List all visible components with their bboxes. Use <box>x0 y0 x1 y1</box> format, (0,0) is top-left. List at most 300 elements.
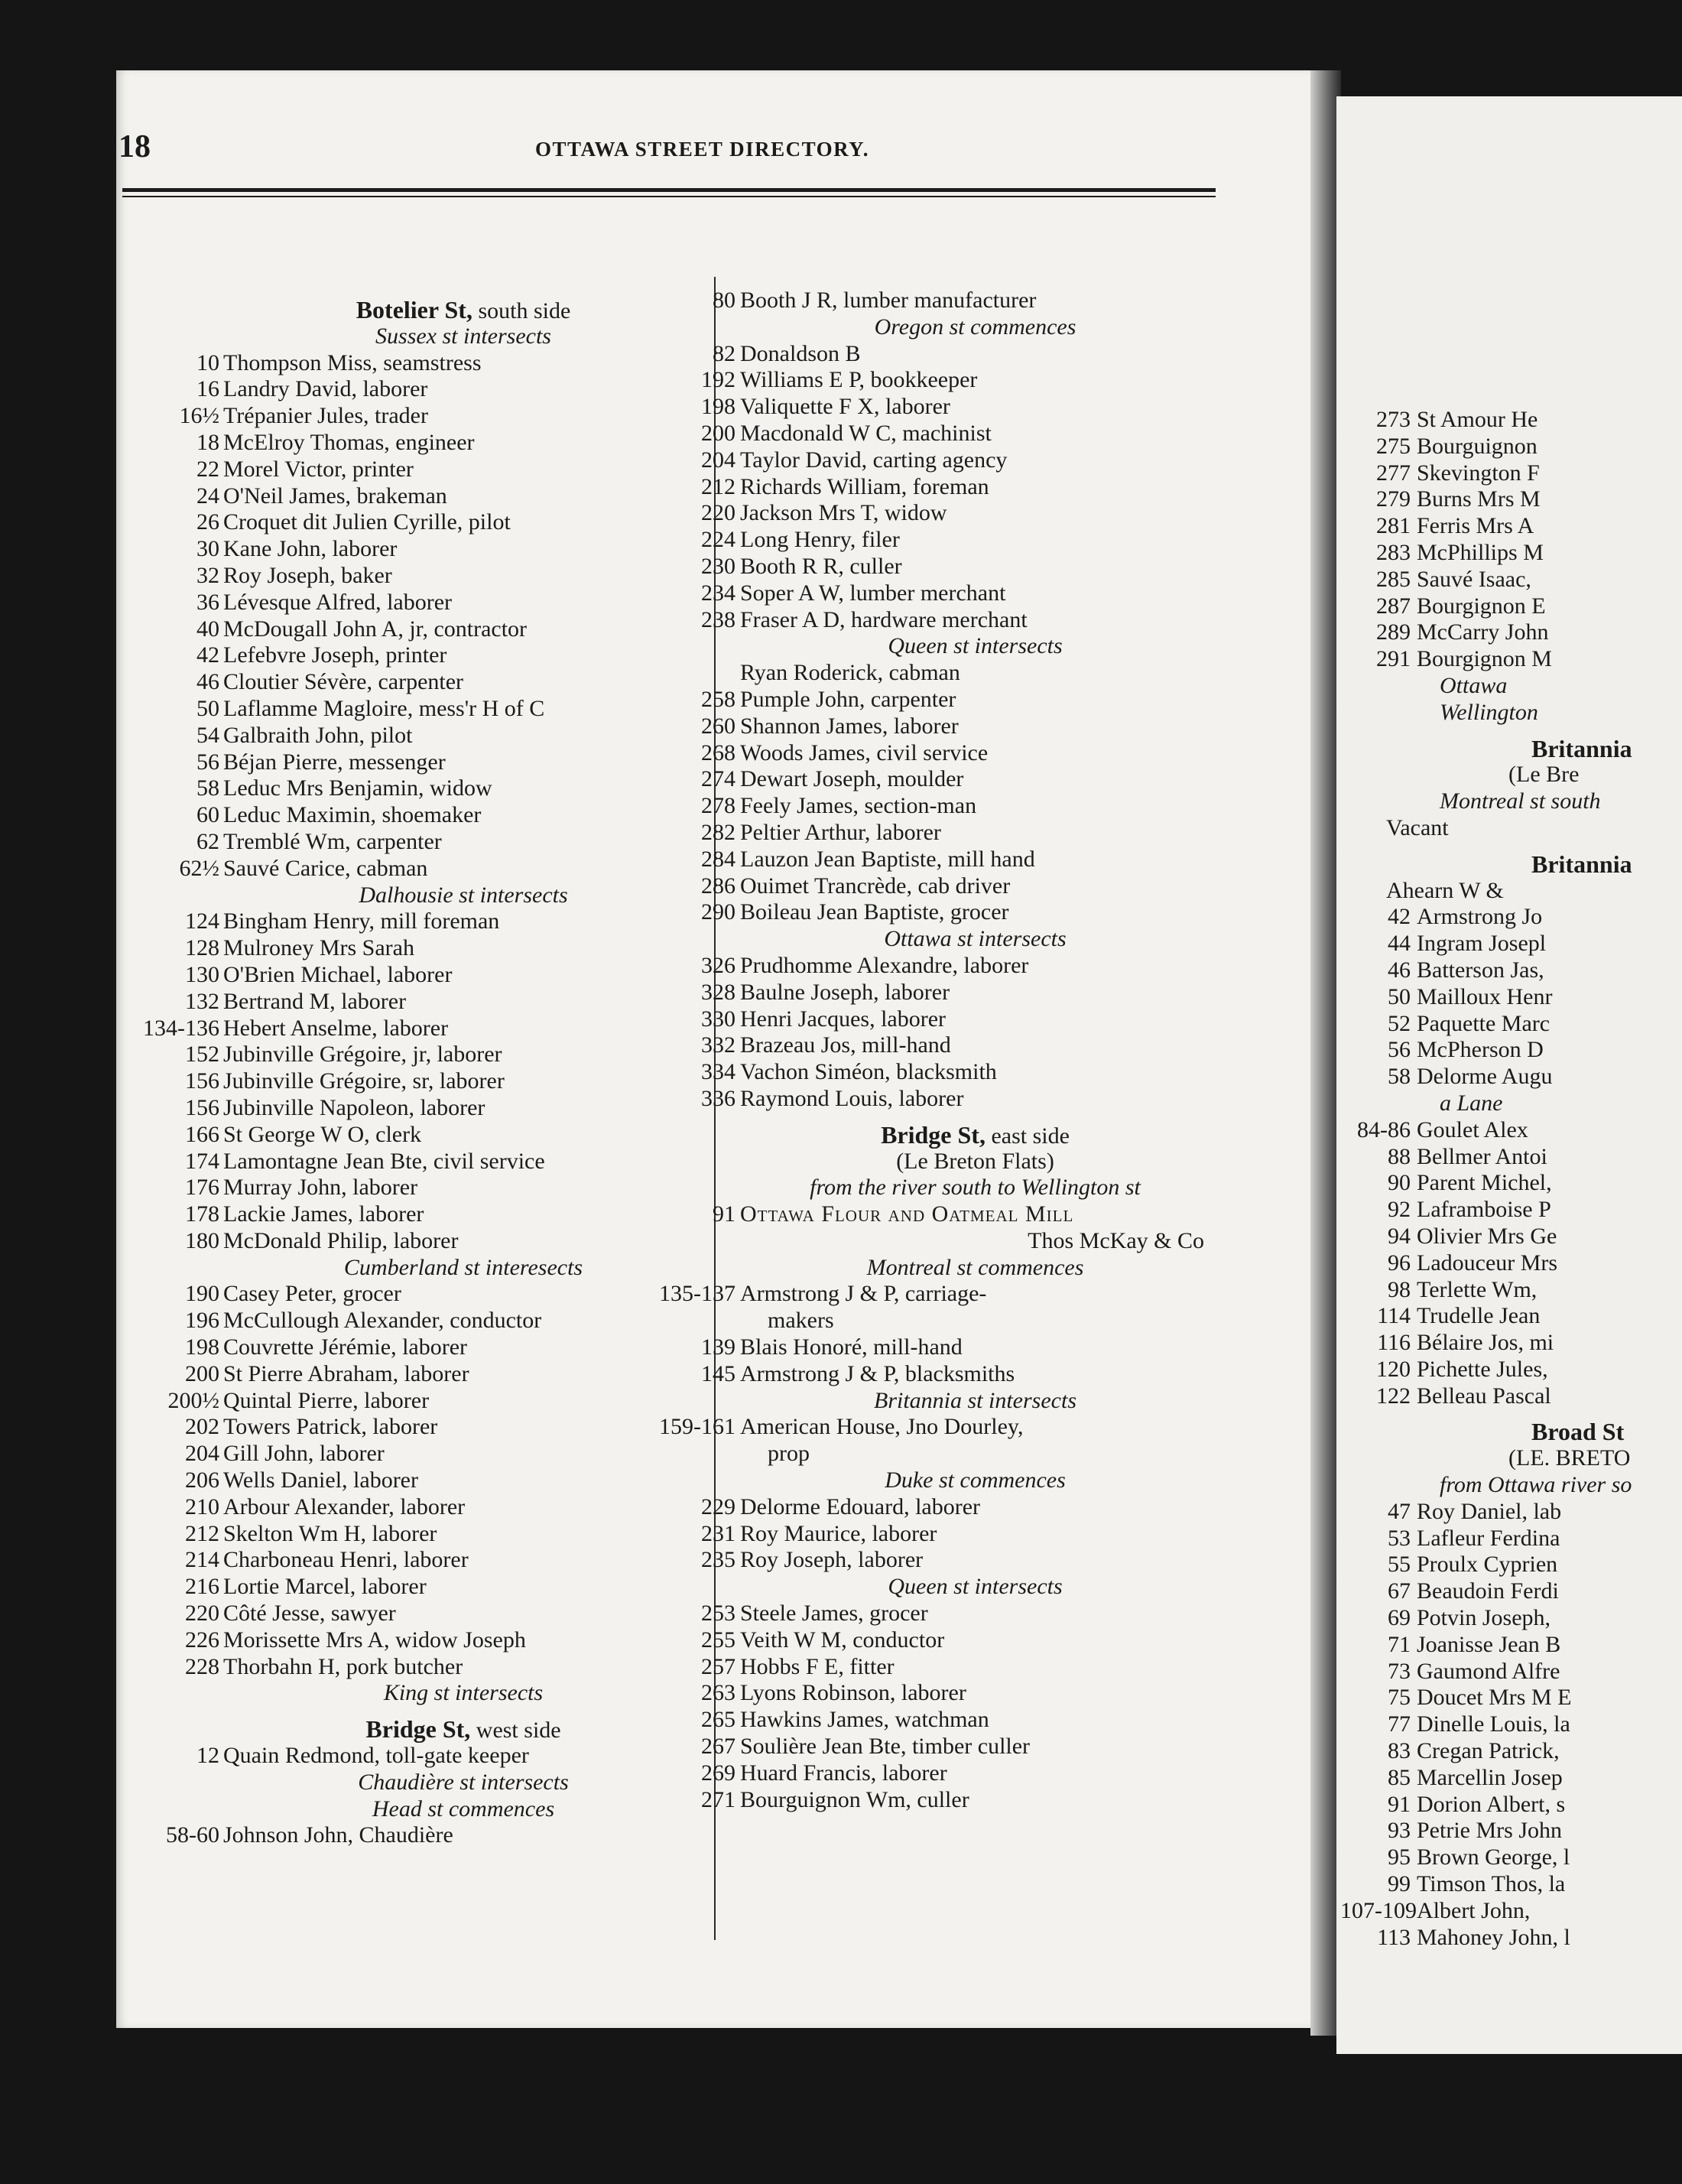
house-number: 132 <box>185 988 219 1014</box>
directory-entry <box>1340 619 1682 646</box>
district-note: (Le Breton Flats) <box>896 1148 1054 1174</box>
directory-entry <box>1340 1277 1682 1304</box>
house-number: 75 <box>1388 1685 1411 1711</box>
house-number: 271 <box>701 1786 735 1812</box>
house-number: 289 <box>1376 619 1411 645</box>
intersection-note: Britannia st intersects <box>874 1387 1076 1413</box>
directory-entry <box>1340 1383 1682 1410</box>
resident-name: Kane John, laborer <box>223 536 398 562</box>
house-number: 220 <box>185 1601 219 1627</box>
directory-entry <box>701 394 1210 421</box>
house-number: 277 <box>1376 460 1411 486</box>
right-page-column <box>1340 407 1682 1951</box>
resident-name: Lyons Robinson, laborer <box>740 1680 966 1706</box>
house-number: 80 <box>713 288 735 313</box>
directory-entry <box>1340 1224 1682 1250</box>
resident-name: Hawkins James, watchman <box>740 1707 989 1733</box>
directory-entry <box>1340 815 1682 842</box>
directory-entry <box>1340 1685 1682 1711</box>
resident-name: Morissette Mrs A, widow Joseph <box>223 1627 526 1653</box>
resident-name: St George W O, clerk <box>223 1121 422 1147</box>
house-number: 263 <box>701 1680 735 1706</box>
resident-name: Goulet Alex <box>1417 1116 1528 1142</box>
directory-entry <box>1340 1197 1682 1224</box>
street-side: south side <box>472 298 571 323</box>
resident-name: Skelton Wm H, laborer <box>223 1520 437 1546</box>
resident-name: Delorme Edouard, laborer <box>740 1493 981 1519</box>
directory-entry <box>1340 1738 1682 1765</box>
resident-name: Mailloux Henr <box>1417 983 1553 1009</box>
resident-name: McPherson D <box>1417 1037 1544 1063</box>
house-number: 32 <box>196 562 219 588</box>
directory-entry <box>1340 1064 1682 1090</box>
house-number: 99 <box>1388 1871 1411 1897</box>
house-number: 134-136 <box>143 1015 219 1041</box>
resident-name: Côté Jesse, sawyer <box>223 1601 396 1627</box>
house-number: 90 <box>1388 1170 1411 1196</box>
resident-name: Brazeau Jos, mill-hand <box>740 1032 951 1058</box>
resident-name: Richards William, foreman <box>740 473 989 499</box>
directory-entry <box>701 1032 1210 1059</box>
resident-name: Lamontagne Jean Bte, civil service <box>223 1148 545 1174</box>
house-number: 326 <box>701 952 735 978</box>
house-number: 178 <box>185 1201 219 1227</box>
resident-name: Tremblé Wm, carpenter <box>223 828 442 854</box>
resident-name: Armstrong J & P, carriage- <box>740 1281 987 1307</box>
directory-entry <box>1340 1605 1682 1632</box>
directory-entry <box>701 1601 1210 1627</box>
resident-name: Galbraith John, pilot <box>223 722 413 748</box>
house-number: 107-109 <box>1340 1897 1417 1923</box>
directory-entry <box>1340 1632 1682 1659</box>
resident-name: Veith W M, conductor <box>740 1627 945 1653</box>
house-number: 73 <box>1388 1658 1411 1684</box>
directory-entry <box>659 1281 1210 1308</box>
house-number: 234 <box>701 580 735 606</box>
house-number: 156 <box>185 1068 219 1094</box>
house-number: 257 <box>701 1653 735 1679</box>
entry-continuation: prop <box>768 1441 810 1467</box>
resident-name: Bélaire Jos, mi <box>1417 1330 1554 1356</box>
house-number: 269 <box>701 1760 735 1786</box>
resident-name: Steele James, grocer <box>740 1601 928 1627</box>
street-name: Botelier St, <box>356 296 472 323</box>
house-number: 224 <box>701 527 735 553</box>
resident-name: McPhillips M <box>1417 539 1544 565</box>
house-number: 69 <box>1388 1605 1411 1631</box>
house-number: 91 <box>713 1201 735 1227</box>
resident-name: McElroy Thomas, engineer <box>223 429 475 455</box>
resident-name: Vachon Siméon, blacksmith <box>740 1059 997 1085</box>
house-number: 42 <box>196 642 219 668</box>
house-number: 84-86 <box>1357 1116 1411 1142</box>
resident-name: Doucet Mrs M E <box>1417 1685 1572 1711</box>
street-side: west side <box>470 1718 561 1744</box>
resident-name: Jubinville Grégoire, jr, laborer <box>223 1042 502 1068</box>
house-number: 53 <box>1388 1525 1411 1551</box>
house-number: 94 <box>1388 1223 1411 1249</box>
resident-name: Ottawa Flour and Oatmeal Mill <box>740 1201 1074 1227</box>
directory-entry <box>185 1227 703 1255</box>
house-number: 204 <box>701 447 735 473</box>
directory-entry <box>1340 407 1682 434</box>
resident-name: Bellmer Antoi <box>1417 1143 1547 1169</box>
house-number: 287 <box>1376 593 1411 619</box>
house-number: 334 <box>701 1059 735 1085</box>
resident-name: Terlette Wm, <box>1417 1276 1538 1302</box>
house-number: 120 <box>1376 1356 1411 1382</box>
directory-entry <box>167 1387 703 1415</box>
directory-entry <box>701 1786 1210 1814</box>
resident-name: Murray John, laborer <box>223 1175 418 1201</box>
directory-entry <box>1340 1925 1682 1952</box>
house-number: 92 <box>1388 1197 1411 1223</box>
directory-entry <box>1340 646 1682 673</box>
house-number: 258 <box>701 686 735 712</box>
resident-name: Timson Thos, la <box>1417 1871 1566 1897</box>
intersection-note: King st intersects <box>383 1680 544 1706</box>
resident-name: Albert John, <box>1417 1897 1531 1923</box>
directory-entry <box>1340 984 1682 1011</box>
directory-entry <box>701 1059 1210 1086</box>
house-number: 273 <box>1376 407 1411 432</box>
house-number: 135-137 <box>659 1281 735 1307</box>
intersection-note: a Lane <box>1440 1090 1503 1116</box>
resident-name: Quintal Pierre, laborer <box>223 1387 430 1413</box>
resident-name: Casey Peter, grocer <box>223 1281 401 1307</box>
resident-name: Dewart Joseph, moulder <box>740 766 964 792</box>
resident-name: Lafleur Ferdina <box>1417 1525 1560 1551</box>
house-number: 212 <box>701 473 735 499</box>
resident-name: Mulroney Mrs Sarah <box>223 935 414 961</box>
resident-name: Hobbs F E, fitter <box>740 1653 895 1679</box>
resident-name: Henri Jacques, laborer <box>740 1006 947 1032</box>
directory-entry <box>1340 957 1682 984</box>
right-page <box>1336 96 1682 2054</box>
house-number: 95 <box>1388 1844 1411 1870</box>
resident-name: Quain Redmond, toll-gate keeper <box>223 1743 529 1769</box>
house-number: 260 <box>701 713 735 739</box>
directory-entry <box>1340 1711 1682 1738</box>
resident-name: Long Henry, filer <box>740 527 900 553</box>
house-number: 268 <box>701 739 735 765</box>
resident-name: Olivier Mrs Ge <box>1417 1223 1557 1249</box>
intersection-note: Dalhousie st intersects <box>359 882 568 908</box>
directory-entry <box>701 1680 1210 1707</box>
resident-name: Soulière Jean Bte, timber culler <box>740 1734 1031 1760</box>
house-number: 128 <box>185 935 219 961</box>
directory-entry <box>1340 878 1682 905</box>
resident-name: Ouimet Trancrède, cab driver <box>740 873 1011 899</box>
house-number: 231 <box>701 1520 735 1546</box>
directory-entry <box>701 846 1210 873</box>
house-number: 36 <box>196 589 219 615</box>
entry-continuation: makers <box>768 1308 834 1334</box>
directory-entry <box>740 660 1210 687</box>
resident-name: O'Neil James, brakeman <box>223 483 447 509</box>
resident-name: Johnson John, Chaudière <box>223 1822 453 1848</box>
house-number: 166 <box>185 1121 219 1147</box>
street-heading <box>740 1122 1210 1149</box>
house-number: 122 <box>1376 1383 1411 1409</box>
house-number: 96 <box>1388 1250 1411 1276</box>
entry-continuation: Thos McKay & Co <box>1028 1227 1204 1253</box>
house-number: 50 <box>196 695 219 721</box>
house-number: 220 <box>701 500 735 526</box>
house-number: 56 <box>1388 1037 1411 1063</box>
resident-name: Dorion Albert, s <box>1417 1791 1566 1817</box>
resident-name: Pichette Jules, <box>1417 1356 1548 1382</box>
house-number: 200½ <box>167 1387 219 1413</box>
house-number: 44 <box>1388 931 1411 957</box>
directory-entry <box>166 1822 703 1849</box>
directory-entry <box>701 1520 1210 1548</box>
resident-name: Lackie James, laborer <box>223 1201 424 1227</box>
running-title: OTTAWA STREET DIRECTORY. <box>535 138 869 161</box>
house-number: 190 <box>185 1281 219 1307</box>
street-name: Britannia <box>1531 734 1632 762</box>
house-number: 279 <box>1376 486 1411 512</box>
resident-name: Charboneau Henri, laborer <box>223 1547 469 1573</box>
resident-name: Vacant <box>1386 814 1449 840</box>
directory-entry <box>185 1308 703 1334</box>
house-number: 22 <box>196 456 219 482</box>
directory-entry <box>701 1627 1210 1654</box>
directory-entry <box>185 1574 703 1601</box>
resident-name: Bourgignon M <box>1417 646 1552 672</box>
header-rule <box>122 188 1216 192</box>
house-number: 124 <box>185 908 219 934</box>
resident-name: Landry David, laborer <box>223 376 428 402</box>
house-number: 282 <box>701 819 735 845</box>
house-number: 204 <box>185 1441 219 1467</box>
directory-entry <box>701 1547 1210 1574</box>
resident-name: Brown George, l <box>1417 1844 1570 1870</box>
directory-entry <box>701 1085 1210 1113</box>
directory-entry <box>1340 593 1682 620</box>
resident-name: Skevington F <box>1417 460 1540 486</box>
house-number: 83 <box>1388 1738 1411 1764</box>
resident-name: Jubinville Grégoire, sr, laborer <box>223 1068 505 1094</box>
house-number: 210 <box>185 1493 219 1519</box>
intersection-note: Chaudière st intersects <box>358 1769 569 1795</box>
resident-name: Laflamme Magloire, mess'r H of C <box>223 695 545 721</box>
directory-entry <box>185 1441 703 1467</box>
directory-entry <box>1340 931 1682 957</box>
house-number: 336 <box>701 1085 735 1111</box>
house-number: 278 <box>701 793 735 819</box>
district-note: (LE. BRETO <box>1508 1445 1631 1471</box>
directory-entry <box>1340 1844 1682 1871</box>
directory-entry <box>701 1360 1210 1388</box>
resident-name: Roy Maurice, laborer <box>740 1520 937 1546</box>
house-number: 159-161 <box>659 1414 735 1440</box>
resident-name: Fraser A D, hardware merchant <box>740 606 1028 632</box>
directory-entry <box>713 288 1210 314</box>
intersection-note: Ottawa st intersects <box>884 926 1067 952</box>
header-rule-thin <box>122 196 1216 197</box>
resident-name: Ladouceur Mrs <box>1417 1250 1558 1276</box>
resident-name: American House, Jno Dourley, <box>740 1414 1024 1440</box>
resident-name: Jubinville Napoleon, laborer <box>223 1094 485 1120</box>
resident-name: Thompson Miss, seamstress <box>223 349 482 375</box>
directory-entry <box>1340 1871 1682 1898</box>
resident-name: McCullough Alexander, conductor <box>223 1308 542 1334</box>
resident-name: Booth J R, lumber manufacturer <box>740 288 1037 313</box>
house-number: 275 <box>1376 433 1411 459</box>
directory-entry <box>1340 1037 1682 1064</box>
resident-name: Roy Joseph, baker <box>223 562 392 588</box>
resident-name: Towers Patrick, laborer <box>223 1414 438 1440</box>
intersection-note: from the river south to Wellington st <box>810 1175 1141 1201</box>
house-number: 291 <box>1376 646 1411 672</box>
directory-entry <box>701 1653 1210 1681</box>
house-number: 196 <box>185 1308 219 1334</box>
house-number: 235 <box>701 1547 735 1573</box>
resident-name: Lefebvre Joseph, printer <box>223 642 447 668</box>
house-number: 77 <box>1388 1711 1411 1737</box>
directory-entry <box>1340 1330 1682 1357</box>
directory-entry <box>701 713 1210 740</box>
house-number: 60 <box>196 802 219 828</box>
house-number: 152 <box>185 1042 219 1068</box>
resident-name: Gaumond Alfre <box>1417 1658 1560 1684</box>
house-number: 265 <box>701 1707 735 1733</box>
resident-name: Ryan Roderick, cabman <box>740 660 960 686</box>
resident-name: Bourgignon E <box>1417 593 1546 619</box>
resident-name: Cloutier Sévère, carpenter <box>223 669 464 695</box>
house-number: 10 <box>196 349 219 375</box>
resident-name: Valiquette F X, laborer <box>740 394 950 420</box>
intersection-note: Ottawa <box>1440 672 1508 698</box>
intersection-note: Queen st intersects <box>888 633 1063 659</box>
resident-name: Woods James, civil service <box>740 739 989 765</box>
directory-entry <box>1340 460 1682 487</box>
house-number: 216 <box>185 1574 219 1600</box>
intersection-note: from Ottawa river so <box>1440 1472 1632 1498</box>
directory-entry <box>185 1467 703 1494</box>
resident-name: Sauvé Isaac, <box>1417 566 1531 592</box>
directory-entry <box>713 340 1210 368</box>
house-number: 198 <box>701 394 735 420</box>
directory-entry <box>1340 513 1682 540</box>
resident-name: Proulx Cyprien <box>1417 1552 1558 1578</box>
directory-entry <box>1340 1526 1682 1552</box>
resident-name: Wells Daniel, laborer <box>223 1467 418 1493</box>
resident-name: Williams E P, bookkeeper <box>740 367 978 393</box>
house-number: 26 <box>196 509 219 535</box>
house-number: 42 <box>1388 904 1411 930</box>
house-number: 230 <box>701 553 735 579</box>
house-number: 285 <box>1376 566 1411 592</box>
resident-name: Batterson Jas, <box>1417 957 1544 983</box>
resident-name: Thorbahn H, pork butcher <box>223 1653 463 1679</box>
house-number: 180 <box>185 1227 219 1253</box>
house-number: 229 <box>701 1493 735 1519</box>
directory-entry <box>1340 1117 1682 1144</box>
intersection-note: Head st commences <box>372 1796 555 1822</box>
resident-name: Huard Francis, laborer <box>740 1760 947 1786</box>
house-number: 88 <box>1388 1143 1411 1169</box>
resident-name: Parent Michel, <box>1417 1170 1552 1196</box>
resident-name: Armstrong Jo <box>1417 904 1543 930</box>
intersection-note: Oregon st commences <box>874 314 1076 340</box>
resident-name: Blais Honoré, mill-hand <box>740 1334 963 1360</box>
directory-entry <box>701 473 1210 501</box>
resident-name: Trudelle Jean <box>1417 1303 1541 1329</box>
resident-name: Hebert Anselme, laborer <box>223 1015 449 1041</box>
resident-name: Bourguignon Wm, culler <box>740 1786 969 1812</box>
house-number: 58-60 <box>166 1822 219 1848</box>
house-number: 198 <box>185 1334 219 1360</box>
house-number: 46 <box>1388 957 1411 983</box>
directory-entry <box>1340 486 1682 513</box>
directory-entry <box>701 1707 1210 1734</box>
directory-entry <box>701 606 1210 634</box>
resident-name: O'Brien Michael, laborer <box>223 961 453 987</box>
street-name: Bridge St, <box>365 1715 471 1744</box>
resident-name: Delorme Augu <box>1417 1064 1553 1090</box>
directory-entry <box>1340 1499 1682 1526</box>
house-number: 54 <box>196 722 219 748</box>
resident-name: Booth R R, culler <box>740 553 902 579</box>
directory-entry <box>1340 1250 1682 1277</box>
intersection-note: Queen st intersects <box>888 1574 1063 1600</box>
resident-name: Petrie Mrs John <box>1417 1818 1562 1844</box>
directory-entry <box>1340 1898 1682 1925</box>
directory-entry <box>196 642 703 669</box>
house-number: 40 <box>196 616 219 642</box>
directory-entry <box>185 1175 703 1201</box>
page-number: 18 <box>119 129 151 164</box>
resident-name: Ingram Josepl <box>1417 931 1547 957</box>
resident-name: St Pierre Abraham, laborer <box>223 1360 469 1386</box>
house-number: 58 <box>1388 1064 1411 1090</box>
directory-entry <box>701 527 1210 554</box>
directory-entry <box>1340 1552 1682 1578</box>
house-number: 255 <box>701 1627 735 1653</box>
house-number: 58 <box>196 775 219 801</box>
resident-name: Marcellin Josep <box>1417 1764 1563 1790</box>
house-number: 212 <box>185 1520 219 1546</box>
directory-entry <box>701 739 1210 767</box>
directory-entry <box>701 1760 1210 1787</box>
directory-entry <box>1340 1818 1682 1844</box>
resident-name: Soper A W, lumber merchant <box>740 580 1006 606</box>
resident-name: Sauvé Carice, cabman <box>223 855 428 881</box>
directory-entry <box>1340 1011 1682 1038</box>
resident-name: Prudhomme Alexandre, laborer <box>740 952 1029 978</box>
resident-name: Joanisse Jean B <box>1417 1631 1561 1657</box>
house-number: 93 <box>1388 1818 1411 1844</box>
resident-name: Feely James, section-man <box>740 793 977 819</box>
resident-name: Baulne Joseph, laborer <box>740 979 950 1005</box>
resident-name: Paquette Marc <box>1417 1010 1550 1036</box>
resident-name: Leduc Mrs Benjamin, widow <box>223 775 492 801</box>
directory-entry <box>701 420 1210 447</box>
house-number: 116 <box>1377 1330 1411 1356</box>
directory-entry <box>701 686 1210 713</box>
house-number: 176 <box>185 1175 219 1201</box>
directory-entry <box>1340 434 1682 460</box>
house-number: 18 <box>196 429 219 455</box>
directory-entry <box>701 553 1210 580</box>
directory-entry <box>701 1334 1210 1361</box>
house-number: 30 <box>196 536 219 562</box>
house-number: 145 <box>701 1360 735 1386</box>
house-number: 228 <box>185 1653 219 1679</box>
resident-name: Mahoney John, l <box>1417 1924 1570 1950</box>
